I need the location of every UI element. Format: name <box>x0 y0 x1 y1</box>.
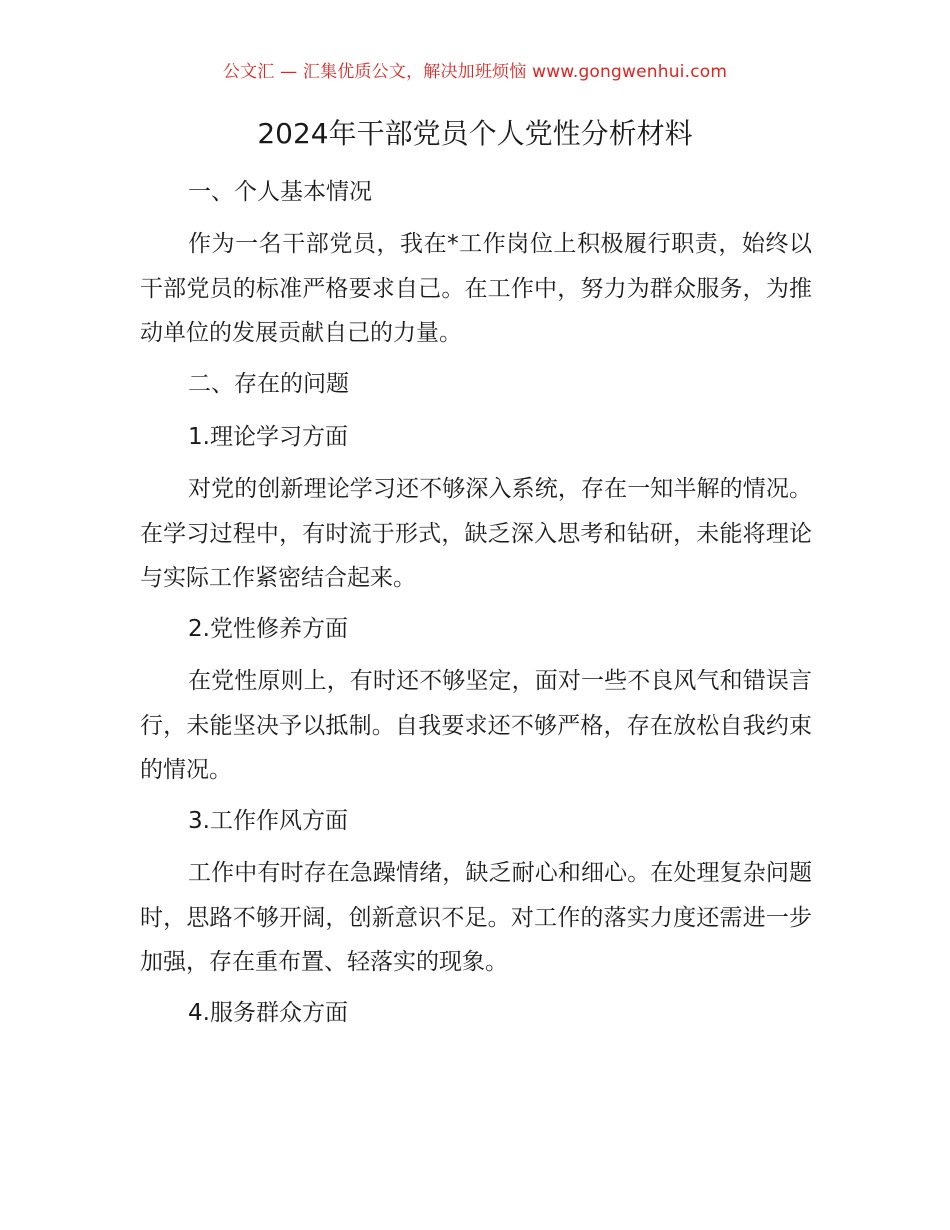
paragraph-text: 工作中有时存在急躁情绪，缺乏耐心和细心。在处理复杂问题时，思路不够开阔，创新意识不足。对工作的落实力度还需进一步加强，存在重布置、轻落实的现象。 <box>140 860 812 975</box>
paragraph-text: 对党的创新理论学习还不够深入系统，存在一知半解的情况。在学习过程中，有时流于形式，缺乏深入思考和钻研，未能将理论与实际工作紧密结合起来。 <box>140 476 812 591</box>
subsection-heading-party-spirit: 2.党性修养方面 <box>188 616 348 642</box>
subsection-heading-theory: 1.理论学习方面 <box>188 424 348 450</box>
subsection-paragraph-theory <box>140 467 812 601</box>
subsection-heading-work-style: 3.工作作风方面 <box>188 808 348 834</box>
page-title: 2024年干部党员个人党性分析材料 <box>257 117 693 150</box>
paragraph-text: 在党性原则上，有时还不够坚定，面对一些不良风气和错误言行，未能坚决予以抵制。自我要求还不够严格，存在放松自我约束的情况。 <box>140 668 812 783</box>
section-heading-basic-info: 一、个人基本情况 <box>188 179 372 205</box>
section-heading-problems: 二、存在的问题 <box>188 371 349 397</box>
subsection-paragraph-work-style <box>140 851 812 985</box>
subsection-paragraph-party-spirit <box>140 659 812 793</box>
paragraph-text: 作为一名干部党员，我在*工作岗位上积极履行职责，始终以干部党员的标准严格要求自己。在工作中，努力为群众服务，为推动单位的发展贡献自己的力量。 <box>140 231 812 346</box>
subsection-heading-serving-masses: 4.服务群众方面 <box>188 1000 348 1026</box>
header-banner: 公文汇 — 汇集优质公文，解决加班烦恼 www.gongwenhui.com <box>222 62 728 82</box>
section-paragraph-basic-info <box>140 222 812 356</box>
